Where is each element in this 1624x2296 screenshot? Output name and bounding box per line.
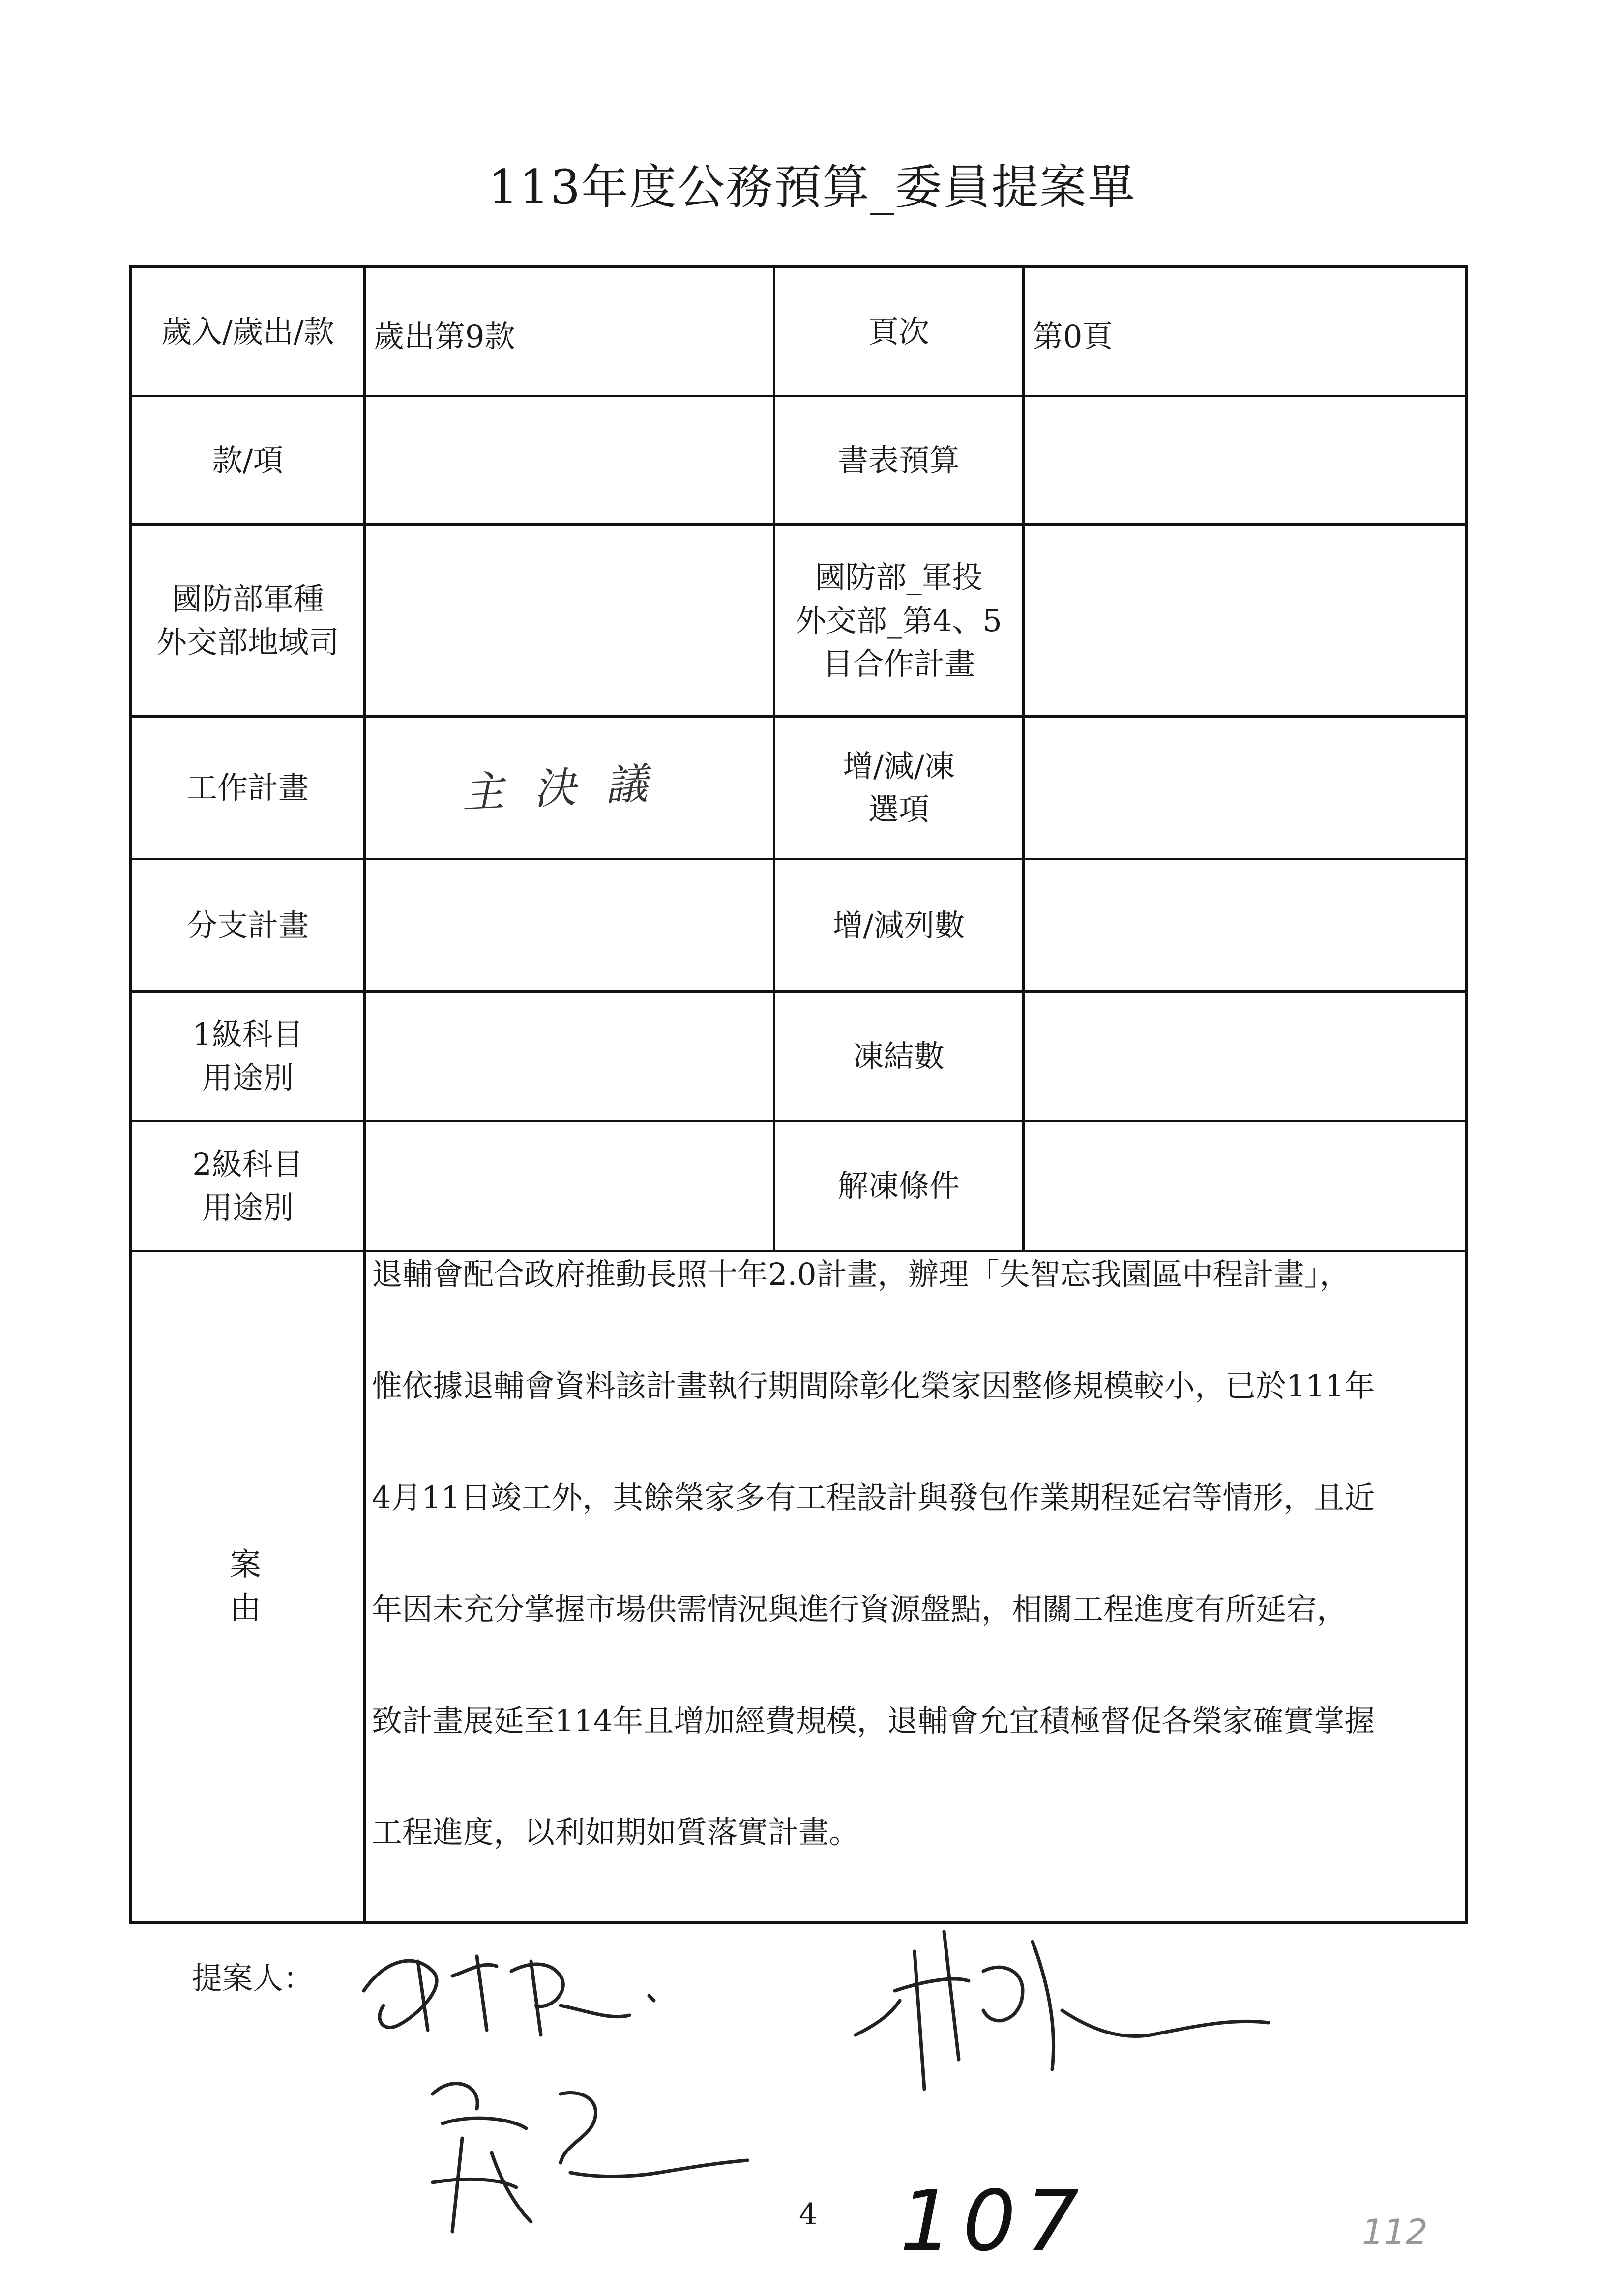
- reason-text: [366, 1252, 1465, 1921]
- reason-line: 年因未充分掌握市場供需情況與進行資源盤點，相關工程進度有所延宕，: [372, 1591, 1348, 1627]
- value-branch-plan: [366, 860, 775, 990]
- value-adjust-option: [1025, 718, 1465, 858]
- label-unfreeze-condition: 解凍條件: [775, 1122, 1025, 1250]
- reason-line: 致計畫展延至114年且增加經費規模，退輔會允宜積極督促各榮家確實掌握: [372, 1703, 1375, 1739]
- handwritten-number: 107: [900, 2173, 1089, 2270]
- label-adjust-option: [775, 718, 1025, 858]
- form-title: 113年度公務預算_委員提案單: [488, 160, 1136, 215]
- value-budget-type: 歲出第9款: [366, 268, 775, 395]
- label-level1-line2: 用途別: [202, 1060, 294, 1096]
- reason-line: 4月11日竣工外，其餘榮家多有工程設計與發包作業期程延宕等情形，且近: [372, 1480, 1375, 1515]
- value-frozen-amount: [1025, 993, 1465, 1120]
- proposer-label: 提案人：: [192, 1960, 314, 1996]
- label-ministry-line2: 外交部地域司: [156, 624, 339, 660]
- label-level2-line2: 用途別: [202, 1190, 294, 1225]
- value-work-plan: [366, 718, 775, 858]
- label-cooperation-line3: 目合作計畫: [822, 645, 975, 682]
- label-ministry: [132, 526, 366, 715]
- label-adjust-line2: 選項: [868, 791, 929, 827]
- proposal-form-table: [129, 265, 1468, 1924]
- label-level1-subject: [132, 993, 366, 1120]
- row-work-plan: [132, 718, 1465, 860]
- row-level2-subject: [132, 1122, 1465, 1252]
- row-branch-plan: [132, 860, 1465, 993]
- reason-line: 惟依據退輔會資料該計畫執行期間除彰化榮家因整修規模較小，已於111年: [372, 1368, 1375, 1404]
- label-frozen-amount: 凍結數: [775, 993, 1025, 1120]
- signature-3: [403, 2055, 757, 2241]
- label-level2-line1: 2級科目: [192, 1146, 303, 1182]
- reason-line: 工程進度，以利如期如質落實計畫。: [372, 1814, 860, 1850]
- signature-2: [846, 1912, 1337, 2099]
- label-branch-plan: 分支計畫: [132, 860, 366, 990]
- value-unfreeze-condition: [1025, 1122, 1465, 1250]
- row-reason: [132, 1252, 1465, 1921]
- label-work-plan: 工作計畫: [132, 718, 366, 858]
- label-level2-subject: [132, 1122, 366, 1250]
- label-adjust-line1: 增/減/凍: [843, 748, 955, 784]
- label-cooperation-plan: [775, 526, 1025, 715]
- row-budget-type: [132, 268, 1465, 397]
- value-section: [366, 397, 775, 523]
- label-budget-type: 歲入/歲出/款: [132, 268, 366, 395]
- label-level1-line1: 1級科目: [192, 1017, 303, 1052]
- value-cooperation-plan: [1025, 526, 1465, 715]
- label-reason: 案由: [132, 1252, 366, 1921]
- label-book-budget: 書表預算: [775, 397, 1025, 523]
- label-ministry-line1: 國防部軍種: [171, 581, 324, 617]
- value-level2-subject: [366, 1122, 775, 1250]
- value-level1-subject: [366, 993, 775, 1120]
- reason-line: 退輔會配合政府推動長照十年2.0計畫，辦理「失智忘我園區中程計畫」，: [372, 1256, 1350, 1292]
- label-cooperation-line2: 外交部_第4、5: [796, 602, 1002, 639]
- value-page: 第0頁: [1033, 319, 1113, 354]
- value-book-budget: [1025, 397, 1465, 523]
- handwritten-small-number: 112: [1362, 2212, 1428, 2252]
- label-section: 款/項: [132, 397, 366, 523]
- row-level1-subject: [132, 993, 1465, 1122]
- value-adjust-amount: [1025, 860, 1465, 990]
- value-ministry: [366, 526, 775, 715]
- label-page: 頁次: [775, 268, 1025, 395]
- page-number: 4: [799, 2197, 818, 2232]
- label-cooperation-line1: 國防部_軍投: [815, 559, 983, 595]
- row-ministry: [132, 526, 1465, 718]
- handwritten-main-resolution: 主決議: [460, 757, 679, 818]
- row-section: [132, 397, 1465, 526]
- label-adjust-amount: 增/減列數: [775, 860, 1025, 990]
- signature-1: [354, 1932, 846, 2060]
